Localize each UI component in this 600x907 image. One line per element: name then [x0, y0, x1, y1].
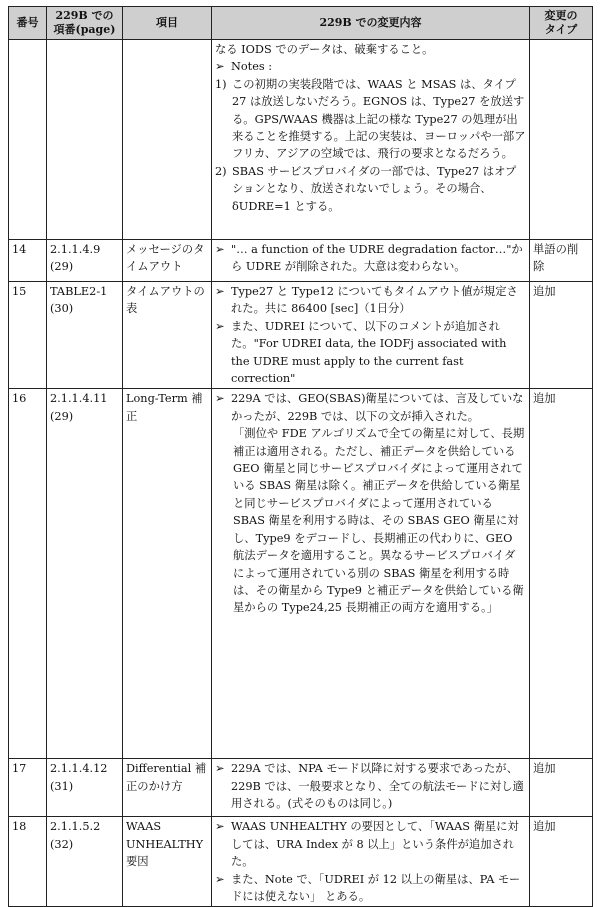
arrow-bullet-icon: ➢ — [215, 872, 225, 886]
quoted-text: 「測位や FDE アルゴリズムで全ての衛星に対して、長期補正は適用される。ただし、補正データを供給している GEO 衛星と同じサービスプロバイダによって運用されている SBAS 衛星は除く。補正データを供給している衛星と同じサービスプロバイダによって運用されている SBAS 衛星を利用する時は、その SBAS GEO 衛星に対し、Type9 をデコードし、長期補正の代わりに、GEO 航法データを適用すること。異なるサービスプロバイダによって運用されている別の SBAS 衛星を利用する時は、その衛星から Type9 と補正データを供給している衛星からの Type24,25 長期補正の両方を適用する。」 — [233, 427, 525, 615]
table-row — [9, 389, 593, 759]
header-change-type: 変更の タイプ — [530, 7, 593, 40]
header-row — [9, 7, 593, 40]
row-section-ref: 2.1.1.5.2 (32) — [47, 817, 123, 907]
table-row — [9, 759, 593, 817]
change-table-page — [8, 6, 592, 907]
item-text: WAAS UNHEALTHY の要因として、「WAAS 衛星に対しては、URA Index が 8 以上」という条件が追加された。 — [231, 820, 519, 869]
row-number: 14 — [9, 240, 47, 282]
row-item: タイムアウトの表 — [123, 282, 212, 389]
row-section-ref — [47, 40, 123, 240]
item-text: Notes : — [231, 60, 273, 74]
row-item: Long-Term 補正 — [123, 389, 212, 759]
row-number: 15 — [9, 282, 47, 389]
numbered-note — [215, 76, 526, 163]
row-number: 17 — [9, 759, 47, 817]
item-text: 229A では、GEO(SBAS)衛星については、言及していなかったが、229B では、以下の文が挿入された。 — [231, 392, 524, 423]
item-text: また、Note で、「UDREI が 12 以上の衛星は、PA モードには使えない」 とある。 — [231, 872, 521, 904]
row-change-content — [212, 817, 530, 907]
bullet-item — [215, 318, 526, 388]
item-text: Type27 と Type12 についてもタイムアウト値が規定された。共に 86400 [sec]（1日分） — [231, 285, 518, 316]
item-text: "… a function of the UDRE degradation factor…"から UDRE が削除された。大意は変わらない。 — [231, 243, 523, 274]
row-item: WAAS UNHEALTHY 要因 — [123, 817, 212, 907]
header-section-ref: 229B での 項番(page) — [47, 7, 123, 40]
row-section-ref: 2.1.1.4.12 (31) — [47, 759, 123, 817]
change-table — [8, 6, 593, 907]
row-change-type: 追加 — [530, 759, 593, 817]
row-change-content — [212, 759, 530, 817]
row-change-type — [530, 40, 593, 240]
row-change-type: 追加 — [530, 389, 593, 759]
item-text: また、UDREI について、以下のコメントが追加された。"For UDREI data, the IODFj associated with the UDRE must apply to the current fast correction" — [231, 319, 507, 386]
row-section-ref: TABLE2-1 (30) — [47, 282, 123, 389]
row-item: メッセージのタイムアウト — [123, 240, 212, 282]
row-change-type: 単語の削除 — [530, 240, 593, 282]
row-change-content — [212, 389, 530, 759]
arrow-bullet-icon: ➢ — [215, 60, 225, 74]
row-number: 16 — [9, 389, 47, 759]
table-row — [9, 240, 593, 282]
table-row — [9, 40, 593, 240]
header-change-content: 229B での変更内容 — [212, 7, 530, 40]
numbered-note — [215, 163, 526, 215]
row-section-ref: 2.1.1.4.11 (29) — [47, 389, 123, 759]
arrow-bullet-icon: ➢ — [215, 319, 225, 333]
bullet-item — [215, 390, 526, 425]
row-change-content — [212, 282, 530, 389]
item-text: この初期の実装段階では、WAAS と MSAS は、タイプ 27 は放送しないだろう。EGNOS は、Type27 を放送する。GPS/WAAS 機器は上記の様な Type27 の処理が出来ることを推奨する。上記の実装は、ヨーロッパや一部アフリカ、アジアの空域では、飛行の要求となるだろう。 — [232, 77, 526, 161]
row-change-type: 追加 — [530, 282, 593, 389]
row-change-content — [212, 40, 530, 240]
row-section-ref: 2.1.1.4.9 (29) — [47, 240, 123, 282]
row-item: Differential 補正のかけ方 — [123, 759, 212, 817]
note-number: 2) — [215, 164, 227, 178]
row-item — [123, 40, 212, 240]
arrow-bullet-icon: ➢ — [215, 392, 225, 406]
bullet-item — [215, 871, 526, 906]
item-text: SBAS サービスプロバイダの一部では、Type27 はオプションとなり、放送されないでしょう。その場合、δUDRE=1 とする。 — [232, 164, 517, 213]
table-row — [9, 817, 593, 907]
header-number: 番号 — [9, 7, 47, 40]
arrow-bullet-icon: ➢ — [215, 285, 225, 298]
row-change-type: 追加 — [530, 817, 593, 907]
row-number — [9, 40, 47, 240]
table-row — [9, 282, 593, 389]
bullet-item — [215, 283, 526, 318]
row-change-content — [212, 240, 530, 282]
note-number: 1) — [215, 77, 227, 91]
content-text: なる IODS でのデータは、破棄すること。 — [215, 43, 434, 56]
bullet-item — [215, 241, 526, 276]
bullet-item — [215, 818, 526, 870]
row-number: 18 — [9, 817, 47, 907]
bullet-item — [215, 760, 526, 812]
header-item: 項目 — [123, 7, 212, 40]
arrow-bullet-icon: ➢ — [215, 243, 225, 256]
bullet-item — [215, 58, 526, 75]
arrow-bullet-icon: ➢ — [215, 762, 225, 776]
arrow-bullet-icon: ➢ — [215, 820, 225, 834]
item-text: 229A では、NPA モード以降に対する要求であったが、229B では、一般要求となり、全ての航法モードに対し適用される。(式そのものは同じ。) — [231, 762, 524, 811]
